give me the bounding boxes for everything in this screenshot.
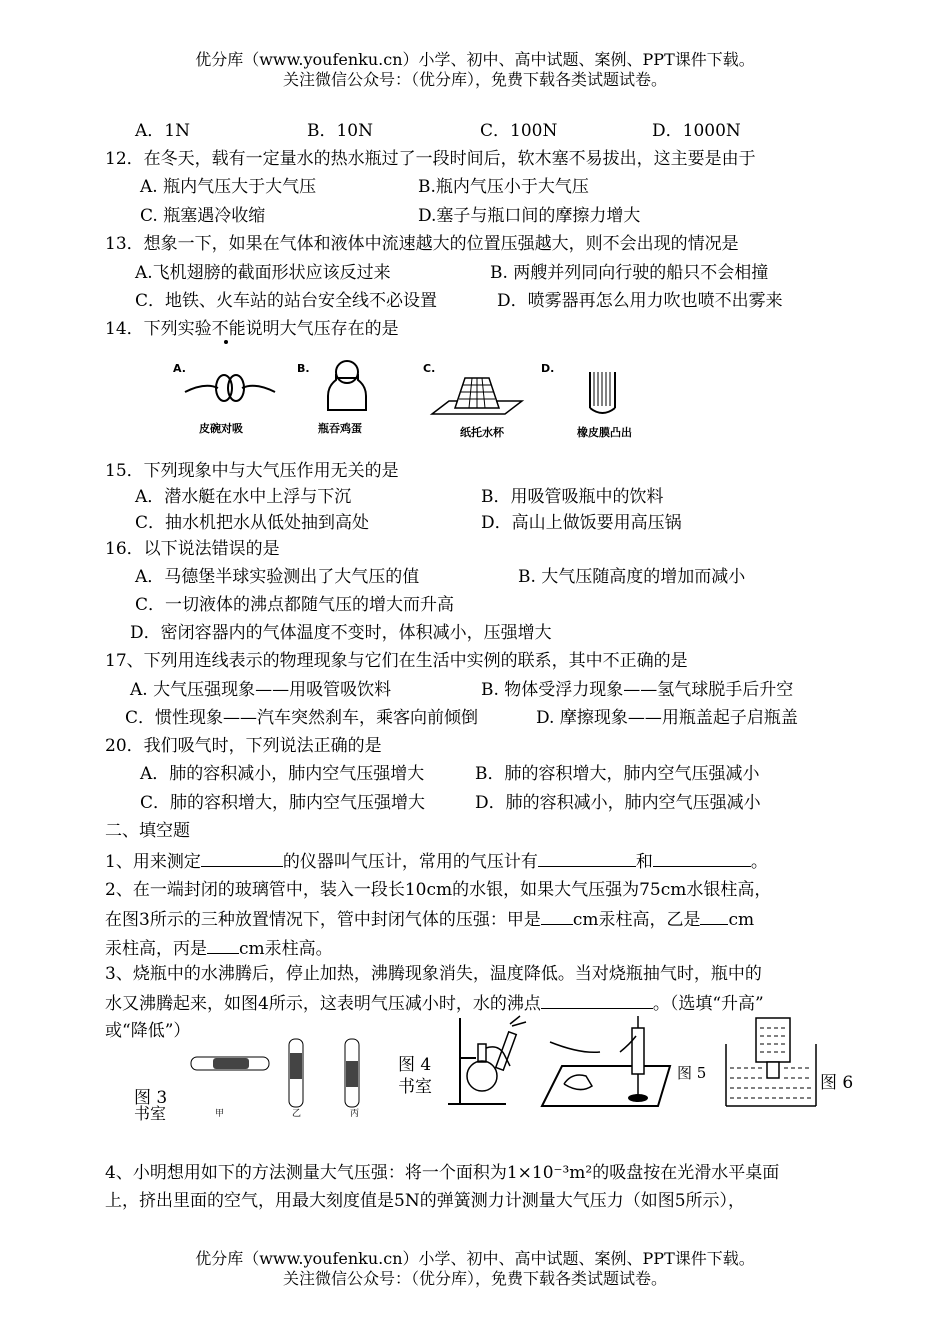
fill2-line-3: 汞柱高，丙是 cm汞柱高。 <box>105 939 333 959</box>
footer-line-2: 关注微信公众号：（优分库），免费下载各类试题试卷。 <box>282 1269 667 1288</box>
q14-fig-d-caption: 橡皮膜凸出 <box>577 426 632 439</box>
q13-option-c: C．地铁、火车站的站台安全线不必设置 <box>135 291 438 311</box>
q17-option-c: C．惯性现象——汽车突然刹车，乘客向前倾倒 <box>125 708 479 728</box>
q11-option-c: C．100N <box>480 121 558 141</box>
rubber-membrane-illustration <box>585 370 620 418</box>
footer-line-1: 优分库（www.youfenku.cn）小学、初中、高中试题、案例、PPT课件下载。 <box>195 1249 755 1268</box>
q13-stem: 13．想象一下，如果在气体和液体中流速越大的位置压强越大，则不会出现的情况是 <box>105 234 739 254</box>
fill3-line-3: 或“降低”） <box>105 1021 191 1041</box>
q13-option-a: A.飞机翅膀的截面形状应该反过来 <box>135 263 391 283</box>
fill3-line-2: 水又沸腾起来，如图4所示，这表明气压减小时，水的沸点 。（选填“升高” <box>105 994 764 1014</box>
paper-cup-illustration <box>427 368 527 418</box>
fill2-line-1: 2、在一端封闭的玻璃管中，装入一段长10cm的水银，如果大气压强为75cm水银柱高， <box>105 880 772 900</box>
q15-option-b: B．用吸管吸瓶中的饮料 <box>481 487 664 507</box>
emphasis-dot <box>224 340 228 344</box>
q16-option-a: A．马德堡半球实验测出了大气压的值 <box>135 567 420 587</box>
q17-stem: 17、下列用连线表示的物理现象与它们在生活中实例的联系，其中不正确的是 <box>105 651 688 671</box>
fig3-label-yi: 乙 <box>292 1109 302 1119</box>
section-2-title: 二、填空题 <box>105 821 190 841</box>
fig3-tubes-illustration <box>185 1033 375 1119</box>
fill2-line-2: 在图3所示的三种放置情况下，管中封闭气体的压强：甲是 cm汞柱高，乙是 cm <box>105 910 755 930</box>
q14-fig-b-letter: B. <box>297 362 310 375</box>
q17-option-b: B. 物体受浮力现象——氢气球脱手后升空 <box>481 680 794 700</box>
fill2-blank-jia[interactable] <box>541 908 573 925</box>
q20-option-b: B．肺的容积增大，肺内空气压强减小 <box>475 764 760 784</box>
q20-option-d: D．肺的容积减小，肺内空气压强减小 <box>475 793 761 813</box>
q12-stem: 12．在冬天，载有一定量水的热水瓶过了一段时间后，软木塞不易拔出，这主要是由于 <box>105 149 756 169</box>
q12-option-a: A. 瓶内气压大于大气压 <box>140 177 317 197</box>
q16-option-b: B. 大气压随高度的增加而减小 <box>518 567 746 587</box>
q20-option-c: C．肺的容积增大，肺内空气压强增大 <box>140 793 426 813</box>
fig3-caption: 图 3 <box>134 1088 168 1108</box>
fig4-sub-caption: 书室 <box>398 1077 432 1097</box>
q14-stem: 14．下列实验不能说明大气压存在的是 <box>105 319 399 339</box>
q14-fig-b-caption: 瓶吞鸡蛋 <box>318 422 362 435</box>
fig6-inverted-bottle-illustration <box>722 1016 820 1108</box>
q15-option-a: A．潜水艇在水中上浮与下沉 <box>135 487 352 507</box>
suction-cups-illustration <box>180 368 280 408</box>
q13-option-b: B. 两艘并列同向行驶的船只不会相撞 <box>490 263 769 283</box>
fill-question-1: 1、用来测定 的仪器叫气压计，常用的气压计有 和 。 <box>105 852 768 872</box>
q16-option-d: D．密闭容器内的气体温度不变时，体积减小，压强增大 <box>130 623 552 643</box>
header-line-1: 优分库（www.youfenku.cn）小学、初中、高中试题、案例、PPT课件下载。 <box>195 50 755 69</box>
fig3-sub-caption: 书室 <box>134 1104 167 1123</box>
q17-option-a: A. 大气压强现象——用吸管吸饮料 <box>130 680 392 700</box>
bottle-egg-illustration <box>322 358 372 413</box>
fig5-caption: 图 5 <box>677 1064 707 1082</box>
q14-fig-c-letter: C. <box>423 362 436 375</box>
q20-stem: 20．我们吸气时，下列说法正确的是 <box>105 736 382 756</box>
fill3-line-1: 3、烧瓶中的水沸腾后，停止加热，沸腾现象消失，温度降低。当对烧瓶抽气时，瓶中的 <box>105 964 762 984</box>
fig5-spring-scale-illustration <box>540 1014 672 1112</box>
fig3-label-jia: 甲 <box>215 1109 225 1119</box>
q12-option-c: C. 瓶塞遇冷收缩 <box>140 206 266 226</box>
header-line-2: 关注微信公众号：（优分库），免费下载各类试题试卷。 <box>282 70 667 89</box>
q11-option-b: B．10N <box>307 121 373 141</box>
fig3-label-bing: 丙 <box>350 1109 360 1119</box>
q12-option-b: B.瓶内气压小于大气压 <box>418 177 589 197</box>
q14-fig-d-letter: D. <box>541 362 555 375</box>
q12-option-d: D.塞子与瓶口间的摩擦力增大 <box>418 206 641 226</box>
fig4-caption: 图 4 <box>398 1055 432 1075</box>
fill2-blank-yi[interactable] <box>700 908 728 925</box>
fig4-flask-illustration <box>440 1014 530 1110</box>
fill4-line-2: 上，挤出里面的空气，用最大刻度值是5N的弹簧测力计测量大气压力（如图5所示）， <box>105 1191 746 1211</box>
fill1-blank-3[interactable] <box>653 850 751 867</box>
q20-option-a: A．肺的容积减小，肺内空气压强增大 <box>140 764 425 784</box>
fill1-blank-2[interactable] <box>538 850 636 867</box>
q14-fig-a-caption: 皮碗对吸 <box>199 422 243 435</box>
q11-option-d: D．1000N <box>652 121 741 141</box>
q16-stem: 16．以下说法错误的是 <box>105 539 280 559</box>
q16-option-c: C．一切液体的沸点都随气压的增大而升高 <box>135 595 455 615</box>
q15-option-d: D．高山上做饭要用高压锅 <box>481 513 682 533</box>
q14-fig-a-letter: A. <box>173 362 186 375</box>
q13-option-d: D．喷雾器再怎么用力吹也喷不出雾来 <box>497 291 783 311</box>
q15-option-c: C．抽水机把水从低处抽到高处 <box>135 513 370 533</box>
fill2-blank-bing[interactable] <box>207 937 239 954</box>
q17-option-d: D. 摩擦现象——用瓶盖起子启瓶盖 <box>536 708 798 728</box>
q11-option-a: A．1N <box>135 121 190 141</box>
fig6-caption: 图 6 <box>820 1073 854 1093</box>
fill1-blank-1[interactable] <box>201 850 283 867</box>
fill3-blank[interactable] <box>541 992 653 1009</box>
q14-fig-c-caption: 纸托水杯 <box>460 426 504 439</box>
q15-stem: 15．下列现象中与大气压作用无关的是 <box>105 461 399 481</box>
fill4-line-1: 4、小明想用如下的方法测量大气压强：将一个面积为1×10⁻³m²的吸盘按在光滑水平桌面 <box>105 1163 780 1183</box>
